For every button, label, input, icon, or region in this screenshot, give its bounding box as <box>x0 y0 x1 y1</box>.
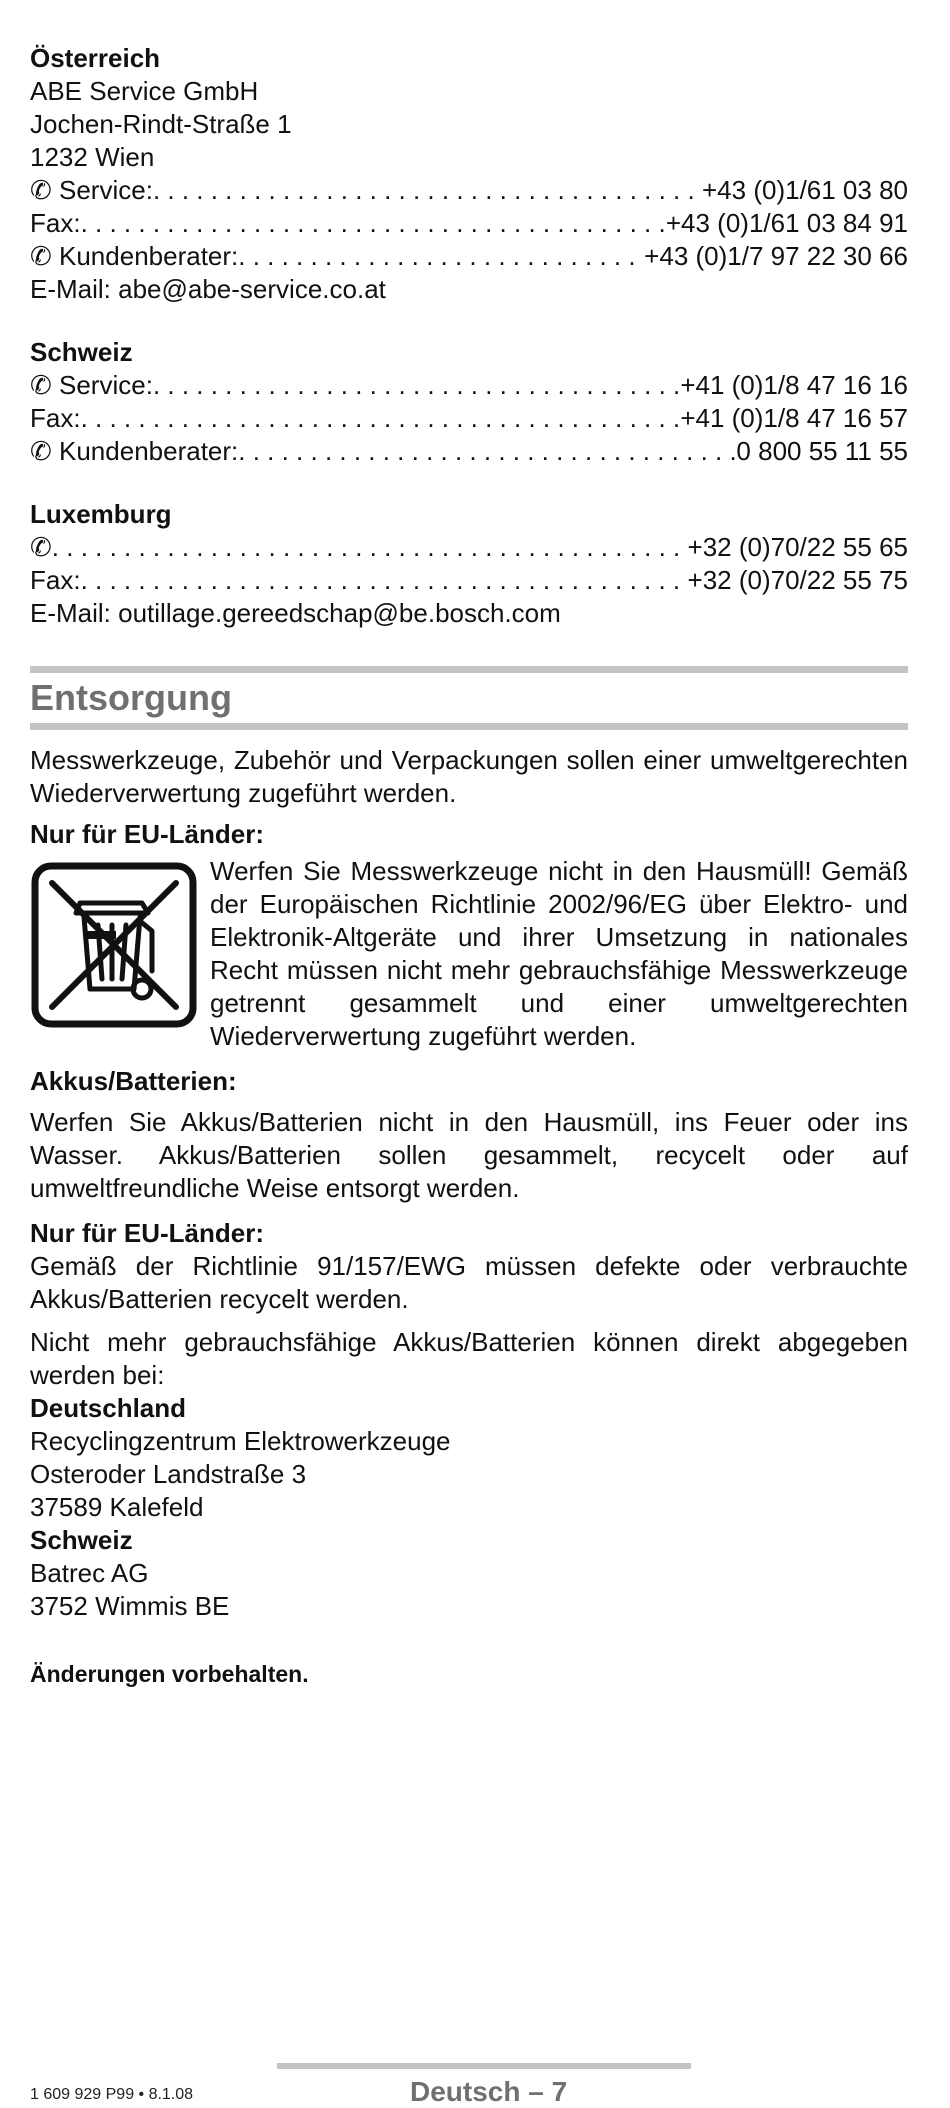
austria-street: Jochen-Rindt-Straße 1 <box>30 109 292 139</box>
luxembourg-phone-number: +32 (0)70/22 55 65 <box>687 532 908 562</box>
weee-block <box>30 855 908 1053</box>
heading-luxembourg: Luxemburg <box>30 499 172 529</box>
austria-fax-row <box>30 207 908 240</box>
contact-luxembourg <box>30 498 908 630</box>
switzerland-service-label: ✆ Service: <box>30 370 153 400</box>
leader-dots <box>81 402 681 435</box>
luxembourg-phone-label: ✆ <box>30 532 52 562</box>
changes-reserved: Änderungen vorbehalten. <box>30 1661 309 1687</box>
heading-germany: Deutschland <box>30 1393 187 1423</box>
section-divider-bottom <box>30 723 908 730</box>
eu-batteries-text: Gemäß der Richtlinie 91/157/EWG müssen defekte oder verbrauchte Akkus/Batterien recycelt werden. <box>30 1251 908 1314</box>
footer-page-label: Deutsch – 7 <box>410 2076 568 2107</box>
austria-service-number: +43 (0)1/61 03 80 <box>702 175 908 205</box>
luxembourg-fax-label: Fax: <box>30 565 81 595</box>
heading-eu-countries: Nur für EU-Länder: <box>30 819 264 849</box>
austria-service-label: ✆ Service: <box>30 175 153 205</box>
leader-dots <box>238 240 644 273</box>
austria-company: ABE Service GmbH <box>30 76 259 106</box>
leader-dots <box>153 369 680 402</box>
luxembourg-email: E-Mail: outillage.gereedschap@be.bosch.com <box>30 598 561 628</box>
switzerland-line-1: Batrec AG <box>30 1558 149 1588</box>
weee-text: Werfen Sie Messwerkzeuge nicht in den Hausmüll! Gemäß der Europäischen Richtlinie 2002/96/EG über Elektro- und Elektronik-Altgeräte und ihrer Umsetzung in nationales Recht müssen nicht mehr gebrauchsfähige Messwerkzeuge getrennt gesammelt und einer umweltgerechten Wiederverwertung zugeführt werden. <box>210 856 908 1051</box>
leader-dots <box>52 531 688 564</box>
crossed-out-wheelie-bin-icon <box>30 861 198 1029</box>
austria-city: 1232 Wien <box>30 142 155 172</box>
return-text: Nicht mehr gebrauchsfähige Akkus/Batterien können direkt abgegeben werden bei: <box>30 1327 908 1390</box>
leader-dots <box>153 174 702 207</box>
austria-service-row <box>30 174 908 207</box>
leader-dots <box>238 435 736 468</box>
leader-dots <box>81 564 688 597</box>
switzerland-fax-row <box>30 402 908 435</box>
austria-fax-number: +43 (0)1/61 03 84 91 <box>665 208 908 238</box>
footer-divider <box>277 2063 691 2069</box>
germany-line-3: 37589 Kalefeld <box>30 1492 204 1522</box>
contact-austria <box>30 42 908 306</box>
batteries-text: Werfen Sie Akkus/Batterien nicht in den Hausmüll, ins Feuer oder ins Wasser. Akkus/Batterien sollen gesammelt, recycelt oder auf umweltfreundliche Weise entsorgt werden. <box>30 1107 908 1203</box>
austria-advisor-label: ✆ Kundenberater: <box>30 241 239 271</box>
heading-austria: Österreich <box>30 43 161 73</box>
germany-line-1: Recyclingzentrum Elektrowerkzeuge <box>30 1426 451 1456</box>
switzerland-advisor-row <box>30 435 908 468</box>
heading-batteries: Akkus/Batterien: <box>30 1066 237 1096</box>
luxembourg-phone-row <box>30 531 908 564</box>
switzerland-advisor-label: ✆ Kundenberater: <box>30 436 239 466</box>
luxembourg-fax-number: +32 (0)70/22 55 75 <box>687 565 908 595</box>
germany-line-2: Osteroder Landstraße 3 <box>30 1459 307 1489</box>
heading-switzerland: Schweiz <box>30 337 133 367</box>
austria-advisor-number: +43 (0)1/7 97 22 30 66 <box>644 241 908 271</box>
austria-advisor-row <box>30 240 908 273</box>
section-disposal <box>30 666 908 1689</box>
switzerland-fax-number: +41 (0)1/8 47 16 57 <box>680 403 908 433</box>
austria-email: E-Mail: abe@abe-service.co.at <box>30 274 386 304</box>
section-title-disposal: Entsorgung <box>30 677 232 718</box>
leader-dots <box>81 207 666 240</box>
luxembourg-fax-row <box>30 564 908 597</box>
page-content <box>30 0 908 1689</box>
section-divider-top <box>30 666 908 673</box>
heading-eu-countries-2: Nur für EU-Länder: <box>30 1218 264 1248</box>
switzerland-advisor-number: 0 800 55 11 55 <box>736 436 908 466</box>
switzerland-service-row <box>30 369 908 402</box>
disposal-intro: Messwerkzeuge, Zubehör und Verpackungen sollen einer umweltgerechten Wiederverwertung zugeführt werden. <box>30 745 908 808</box>
switzerland-line-2: 3752 Wimmis BE <box>30 1591 230 1621</box>
switzerland-service-number: +41 (0)1/8 47 16 16 <box>680 370 908 400</box>
footer-doc-id: 1 609 929 P99 • 8.1.08 <box>30 2086 194 2103</box>
switzerland-fax-label: Fax: <box>30 403 81 433</box>
heading-switzerland-2: Schweiz <box>30 1525 133 1555</box>
contact-switzerland <box>30 336 908 468</box>
austria-fax-label: Fax: <box>30 208 81 238</box>
